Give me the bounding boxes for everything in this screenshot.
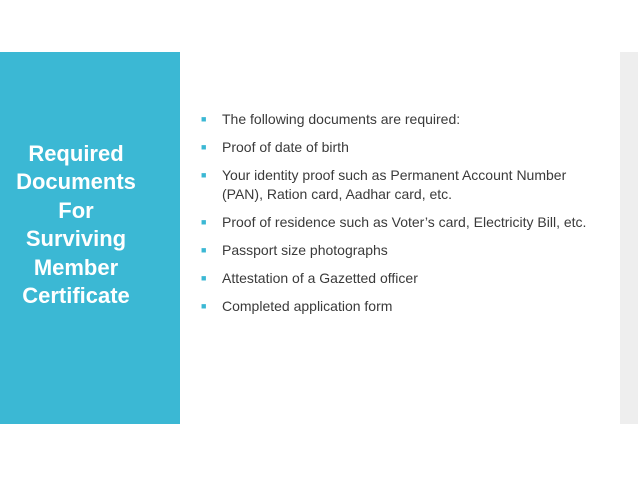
title-line: Member	[33, 254, 119, 280]
list-item	[196, 110, 608, 129]
square-bullet-icon: ■	[201, 245, 207, 255]
bullet-text: Proof of residence such as Voter’s card, Electricity Bill, etc.	[222, 214, 587, 230]
list-item	[196, 241, 608, 260]
list-item	[196, 269, 608, 288]
bullet-text: Attestation of a Gazetted officer	[222, 270, 418, 286]
bullet-list	[196, 110, 608, 325]
title-line: Required	[28, 141, 124, 166]
square-bullet-icon: ■	[201, 170, 207, 180]
list-item	[196, 213, 608, 232]
title-line: For	[58, 197, 94, 223]
square-bullet-icon: ■	[201, 273, 207, 283]
list-item	[196, 297, 608, 316]
bullet-text: Your identity proof such as Permanent Account Number (PAN), Ration card, Aadhar card, etc.	[222, 167, 567, 202]
square-bullet-icon: ■	[201, 114, 207, 124]
bullet-text: Proof of date of birth	[222, 139, 349, 155]
square-bullet-icon: ■	[201, 301, 207, 311]
square-bullet-icon: ■	[201, 217, 207, 227]
square-bullet-icon: ■	[201, 142, 207, 152]
title-line: Surviving	[25, 226, 127, 252]
slide-title	[0, 140, 152, 310]
list-item	[196, 166, 608, 204]
bullet-text: The following documents are required:	[222, 111, 461, 127]
title-line: Certificate	[22, 283, 130, 309]
list-item	[196, 138, 608, 157]
right-edge-strip	[620, 52, 638, 424]
title-line: Documents	[16, 169, 136, 195]
bullet-text: Completed application form	[222, 298, 393, 314]
bullet-text: Passport size photographs	[222, 242, 388, 258]
